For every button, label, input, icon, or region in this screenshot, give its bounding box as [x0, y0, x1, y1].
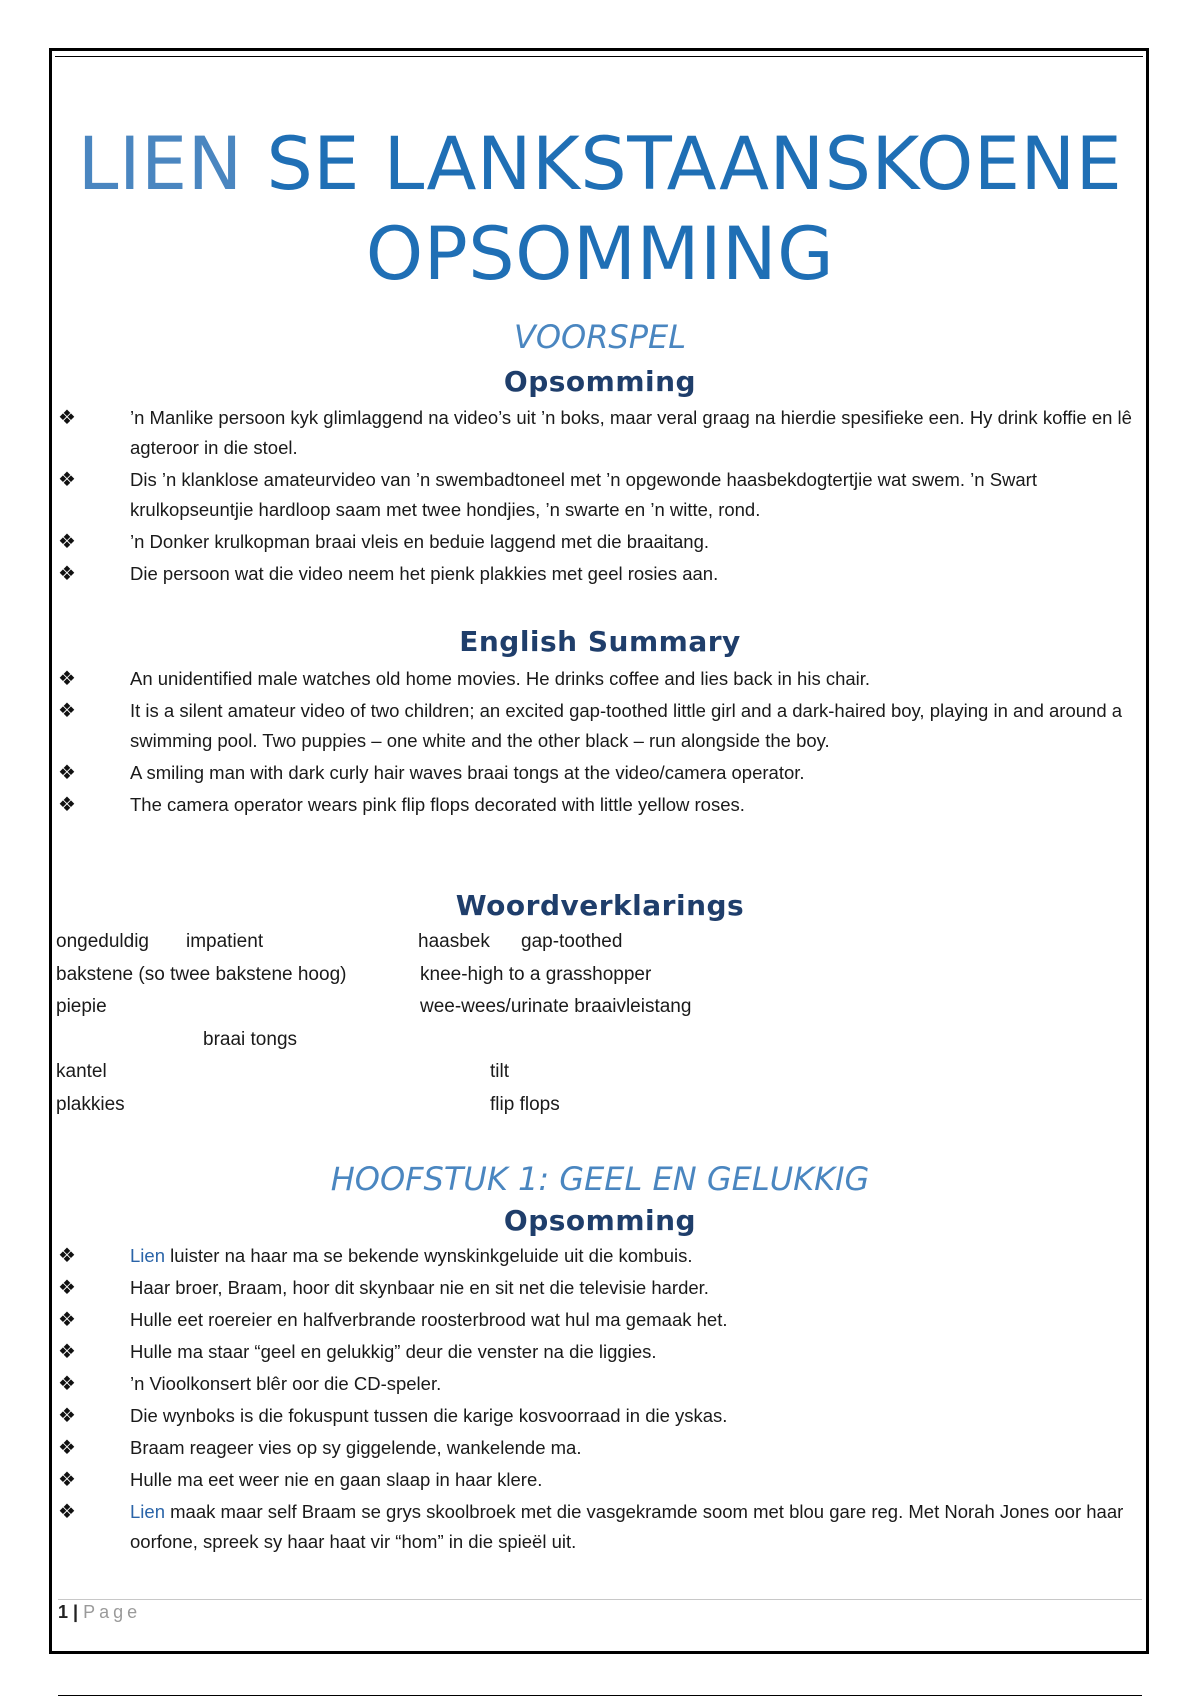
- vocab-row: kantel tilt: [56, 1061, 509, 1082]
- diamond-bullet-icon: ❖: [58, 1373, 76, 1395]
- summary-heading: Opsomming: [503, 365, 697, 398]
- footer-separator: |: [73, 1602, 79, 1622]
- diamond-bullet-icon: ❖: [58, 1341, 76, 1363]
- diamond-bullet-icon: ❖: [58, 1469, 76, 1491]
- section-heading-voorspel: VOORSPEL: [513, 318, 687, 356]
- list-item: ❖ Hulle eet roereier en halfverbrande roosterbrood wat hul ma gemaak het.: [58, 1305, 1138, 1335]
- diamond-bullet-icon: ❖: [58, 1309, 76, 1331]
- page-footer: [58, 1602, 141, 1623]
- diamond-bullet-icon: ❖: [58, 563, 76, 585]
- footer-rule: [58, 1599, 1142, 1600]
- diamond-bullet-icon: ❖: [58, 1437, 76, 1459]
- document-title: LIEN SE LANKSTAANSKOENE OPSOMMING: [77, 122, 1123, 297]
- diamond-bullet-icon: ❖: [58, 762, 76, 784]
- list-item: ❖ ’n Manlike persoon kyk glimlaggend na video’s uit ’n boks, maar veral graag na hierdie spesifieke een. Hy drink koffie en lê agteroor in die stoel.: [58, 403, 1138, 463]
- vocabulary-list: [56, 926, 1136, 1121]
- vocab-row: bakstene (so twee bakstene hoog) knee-high to a grasshopper: [56, 963, 652, 985]
- chapter-1-summary-list: [58, 1241, 1138, 1559]
- list-item: ❖ Hulle ma eet weer nie en gaan slaap in haar klere.: [58, 1465, 1138, 1495]
- chapter-1-summary-heading: Opsomming: [503, 1204, 697, 1237]
- list-item: ❖ Dis ’n klanklose amateurvideo van ’n swembadtoneel met ’n opgewonde haasbekdogtertjie wat swem. ’n Swart krulkopseuntjie hardloop saam met twee hondjies, ’n swarte en ’n witte, rond.: [58, 465, 1138, 525]
- diamond-bullet-icon: ❖: [58, 668, 76, 690]
- page-number: 1: [58, 1602, 69, 1622]
- diamond-bullet-icon: ❖: [58, 407, 76, 429]
- vocab-row: ongeduldig impatient haasbek gap-toothed: [56, 931, 623, 952]
- list-item: ❖ Lien luister na haar ma se bekende wynskinkgeluide uit die kombuis.: [58, 1241, 1138, 1271]
- diamond-bullet-icon: ❖: [58, 700, 76, 722]
- vocab-row: plakkies flip flops: [56, 1093, 560, 1115]
- diamond-bullet-icon: ❖: [58, 794, 76, 816]
- list-item: ❖ A smiling man with dark curly hair waves braai tongs at the video/camera operator.: [58, 758, 1138, 788]
- diamond-bullet-icon: ❖: [58, 1277, 76, 1299]
- list-item: ❖ Haar broer, Braam, hoor dit skynbaar nie en sit net die televisie harder.: [58, 1273, 1138, 1303]
- list-item: ❖ Die wynboks is die fokuspunt tussen die karige kosvoorraad in die yskas.: [58, 1401, 1138, 1431]
- vocabulary-heading: Woordverklarings: [455, 889, 745, 922]
- english-summary-list: [58, 664, 1138, 822]
- diamond-bullet-icon: ❖: [58, 469, 76, 491]
- list-item: ❖ It is a silent amateur video of two children; an excited gap-toothed little girl and a dark-haired boy, playing in and around a swimming pool. Two puppies – one white and the other black – run alongside the boy.: [58, 696, 1138, 756]
- list-item: ❖ Die persoon wat die video neem het pienk plakkies met geel rosies aan.: [58, 559, 1138, 589]
- vocab-row: braai tongs: [203, 1028, 298, 1050]
- list-item: ❖ The camera operator wears pink flip flops decorated with little yellow roses.: [58, 790, 1138, 820]
- list-item: ❖ Hulle ma staar “geel en gelukkig” deur die venster na die liggies.: [58, 1337, 1138, 1367]
- vocab-row: piepie wee-wees/urinate braaivleistang: [56, 996, 692, 1017]
- list-item: ❖ ’n Vioolkonsert blêr oor die CD-speler.: [58, 1369, 1138, 1399]
- top-rule: [55, 56, 1143, 57]
- diamond-bullet-icon: ❖: [58, 531, 76, 553]
- bottom-rule: [58, 1695, 1142, 1696]
- english-summary-heading: English Summary: [459, 625, 741, 658]
- diamond-bullet-icon: ❖: [58, 1405, 76, 1427]
- list-item: ❖ An unidentified male watches old home movies. He drinks coffee and lies back in his chair.: [58, 664, 1138, 694]
- page-label: Page: [83, 1602, 142, 1622]
- chapter-1-heading: HOOFSTUK 1: GEEL EN GELUKKIG: [330, 1160, 870, 1198]
- diamond-bullet-icon: ❖: [58, 1501, 76, 1523]
- voorspel-summary-list: [58, 403, 1138, 591]
- diamond-bullet-icon: ❖: [58, 1245, 76, 1267]
- list-item: ❖ Lien maak maar self Braam se grys skoolbroek met die vasgekramde soom met blou gare reg. Met Norah Jones oor haar oorfone, spreek sy haar haat vir “hom” in die spieël uit.: [58, 1497, 1138, 1557]
- list-item: ❖ ’n Donker krulkopman braai vleis en beduie laggend met die braaitang.: [58, 527, 1138, 557]
- list-item: ❖ Braam reageer vies op sy giggelende, wankelende ma.: [58, 1433, 1138, 1463]
